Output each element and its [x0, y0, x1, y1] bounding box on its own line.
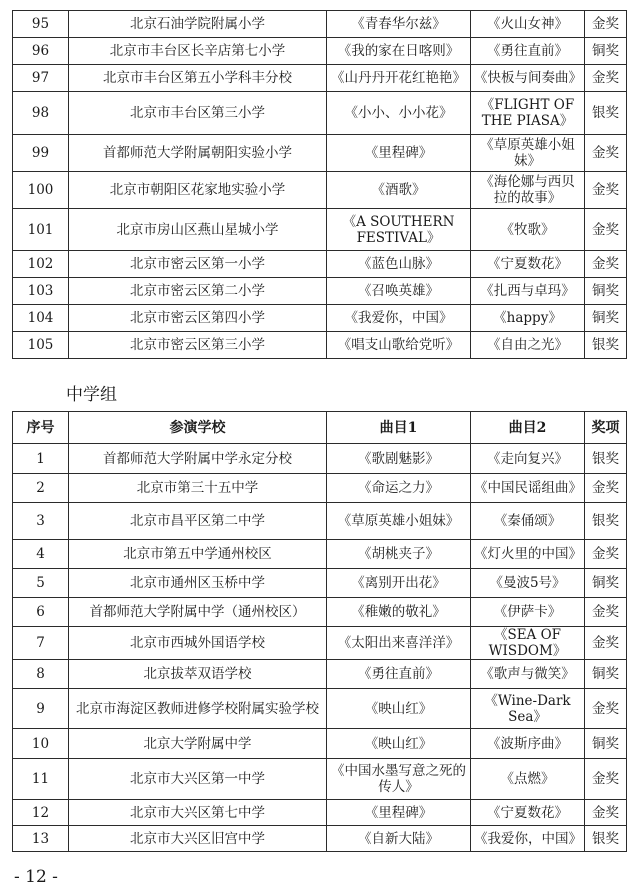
cell-school: 首都师范大学附属中学永定分校 — [69, 444, 327, 474]
cell-award: 金奖 — [585, 209, 627, 251]
cell-school: 北京市大兴区第一中学 — [69, 759, 327, 800]
cell-no: 13 — [13, 826, 69, 852]
cell-award: 金奖 — [585, 11, 627, 38]
cell-piece1: 《青春华尔兹》 — [327, 11, 471, 38]
table-row — [13, 689, 627, 729]
table-row — [13, 503, 627, 540]
table-row — [13, 251, 627, 278]
cell-piece1: 《命运之力》 — [327, 474, 471, 503]
table-row — [13, 598, 627, 627]
table-row — [13, 135, 627, 172]
cell-piece1: 《酒歌》 — [327, 172, 471, 209]
cell-no: 100 — [13, 172, 69, 209]
cell-piece2: 《中国民谣组曲》 — [471, 474, 585, 503]
cell-award: 银奖 — [585, 92, 627, 135]
cell-award: 银奖 — [585, 826, 627, 852]
cell-no: 97 — [13, 65, 69, 92]
cell-award: 金奖 — [585, 251, 627, 278]
cell-school: 北京市丰台区第三小学 — [69, 92, 327, 135]
cell-school: 北京市通州区玉桥中学 — [69, 569, 327, 598]
cell-school: 北京石油学院附属小学 — [69, 11, 327, 38]
cell-school: 北京市第三十五中学 — [69, 474, 327, 503]
cell-school: 北京市昌平区第二中学 — [69, 503, 327, 540]
cell-school: 北京市密云区第四小学 — [69, 305, 327, 332]
cell-piece2: 《曼波5号》 — [471, 569, 585, 598]
cell-award: 铜奖 — [585, 729, 627, 759]
cell-piece2: 《扎西与卓玛》 — [471, 278, 585, 305]
header-piece1: 曲目1 — [327, 412, 471, 444]
cell-no: 11 — [13, 759, 69, 800]
table-row — [13, 92, 627, 135]
cell-no: 3 — [13, 503, 69, 540]
cell-piece2: 《灯火里的中国》 — [471, 540, 585, 569]
cell-piece2: 《FLIGHT OF THE PIASA》 — [471, 92, 585, 135]
cell-no: 98 — [13, 92, 69, 135]
cell-award: 金奖 — [585, 135, 627, 172]
cell-piece1: 《山丹丹开花红艳艳》 — [327, 65, 471, 92]
cell-school: 北京市丰台区第五小学科丰分校 — [69, 65, 327, 92]
cell-piece2: 《牧歌》 — [471, 209, 585, 251]
cell-piece1: 《里程碑》 — [327, 800, 471, 826]
cell-piece1: 《歌剧魅影》 — [327, 444, 471, 474]
cell-no: 103 — [13, 278, 69, 305]
cell-no: 95 — [13, 11, 69, 38]
cell-school: 首都师范大学附属朝阳实验小学 — [69, 135, 327, 172]
middle-school-table — [12, 411, 627, 852]
cell-school: 北京市大兴区旧宫中学 — [69, 826, 327, 852]
section-title-middle-school: 中学组 — [66, 385, 117, 405]
header-school: 参演学校 — [69, 412, 327, 444]
cell-piece1: 《映山红》 — [327, 729, 471, 759]
cell-piece2: 《火山女神》 — [471, 11, 585, 38]
cell-school: 首都师范大学附属中学（通州校区） — [69, 598, 327, 627]
cell-no: 101 — [13, 209, 69, 251]
table-row — [13, 826, 627, 852]
table-row — [13, 800, 627, 826]
cell-school: 北京市密云区第二小学 — [69, 278, 327, 305]
cell-piece2: 《歌声与微笑》 — [471, 660, 585, 689]
primary-school-table — [12, 10, 627, 359]
cell-school: 北京市丰台区长辛店第七小学 — [69, 38, 327, 65]
cell-no: 2 — [13, 474, 69, 503]
cell-piece1: 《蓝色山脉》 — [327, 251, 471, 278]
cell-school: 北京市房山区燕山星城小学 — [69, 209, 327, 251]
table-row — [13, 540, 627, 569]
cell-piece1: 《草原英雄小姐妹》 — [327, 503, 471, 540]
cell-no: 5 — [13, 569, 69, 598]
cell-school: 北京拔萃双语学校 — [69, 660, 327, 689]
cell-school: 北京市大兴区第七中学 — [69, 800, 327, 826]
cell-no: 105 — [13, 332, 69, 359]
cell-no: 1 — [13, 444, 69, 474]
cell-piece2: 《自由之光》 — [471, 332, 585, 359]
cell-piece1: 《太阳出来喜洋洋》 — [327, 627, 471, 660]
cell-no: 4 — [13, 540, 69, 569]
table-row — [13, 305, 627, 332]
cell-award: 银奖 — [585, 444, 627, 474]
table-row — [13, 278, 627, 305]
cell-award: 金奖 — [585, 627, 627, 660]
table-row — [13, 444, 627, 474]
cell-piece1: 《自新大陆》 — [327, 826, 471, 852]
header-award: 奖项 — [585, 412, 627, 444]
table-row — [13, 759, 627, 800]
header-no: 序号 — [13, 412, 69, 444]
cell-award: 银奖 — [585, 503, 627, 540]
table-row — [13, 11, 627, 38]
cell-no: 8 — [13, 660, 69, 689]
cell-school: 北京市密云区第一小学 — [69, 251, 327, 278]
cell-piece2: 《SEA OF WISDOM》 — [471, 627, 585, 660]
cell-piece2: 《快板与间奏曲》 — [471, 65, 585, 92]
page-number: - 12 - — [14, 867, 58, 887]
cell-award: 金奖 — [585, 689, 627, 729]
cell-no: 104 — [13, 305, 69, 332]
cell-no: 99 — [13, 135, 69, 172]
cell-piece2: 《伊萨卡》 — [471, 598, 585, 627]
table-row — [13, 172, 627, 209]
cell-piece1: 《胡桃夹子》 — [327, 540, 471, 569]
table-row — [13, 209, 627, 251]
cell-piece1: 《勇往直前》 — [327, 660, 471, 689]
cell-piece1: 《A SOUTHERN FESTIVAL》 — [327, 209, 471, 251]
cell-school: 北京市第五中学通州校区 — [69, 540, 327, 569]
cell-award: 金奖 — [585, 172, 627, 209]
table-row — [13, 729, 627, 759]
cell-no: 12 — [13, 800, 69, 826]
cell-piece2: 《勇往直前》 — [471, 38, 585, 65]
cell-school: 北京市密云区第三小学 — [69, 332, 327, 359]
cell-school: 北京市朝阳区花家地实验小学 — [69, 172, 327, 209]
cell-award: 铜奖 — [585, 38, 627, 65]
cell-award: 铜奖 — [585, 569, 627, 598]
header-piece2: 曲目2 — [471, 412, 585, 444]
cell-award: 铜奖 — [585, 660, 627, 689]
cell-no: 7 — [13, 627, 69, 660]
cell-no: 10 — [13, 729, 69, 759]
cell-piece1: 《稚嫩的敬礼》 — [327, 598, 471, 627]
table-row — [13, 627, 627, 660]
cell-piece1: 《小小、小小花》 — [327, 92, 471, 135]
cell-piece2: 《happy》 — [471, 305, 585, 332]
cell-piece2: 《秦俑颂》 — [471, 503, 585, 540]
cell-award: 金奖 — [585, 65, 627, 92]
cell-piece2: 《波斯序曲》 — [471, 729, 585, 759]
cell-award: 金奖 — [585, 474, 627, 503]
cell-piece1: 《映山红》 — [327, 689, 471, 729]
cell-piece2: 《宁夏数花》 — [471, 800, 585, 826]
cell-piece2: 《海伦娜与西贝拉的故事》 — [471, 172, 585, 209]
cell-piece2: 《点燃》 — [471, 759, 585, 800]
table-row — [13, 660, 627, 689]
cell-no: 102 — [13, 251, 69, 278]
cell-piece2: 《走向复兴》 — [471, 444, 585, 474]
cell-school: 北京市海淀区教师进修学校附属实验学校 — [69, 689, 327, 729]
cell-award: 金奖 — [585, 759, 627, 800]
header-row — [13, 412, 627, 444]
table-row — [13, 474, 627, 503]
primary-school-table-body — [13, 11, 627, 359]
cell-award: 金奖 — [585, 800, 627, 826]
cell-award: 银奖 — [585, 332, 627, 359]
cell-piece1: 《唱支山歌给党听》 — [327, 332, 471, 359]
cell-piece1: 《召唤英雄》 — [327, 278, 471, 305]
cell-award: 金奖 — [585, 598, 627, 627]
cell-piece1: 《中国水墨写意之死的传人》 — [327, 759, 471, 800]
table-row — [13, 65, 627, 92]
cell-award: 金奖 — [585, 540, 627, 569]
cell-piece1: 《里程碑》 — [327, 135, 471, 172]
cell-piece2: 《我爱你，中国》 — [471, 826, 585, 852]
table-row — [13, 332, 627, 359]
table-row — [13, 569, 627, 598]
cell-award: 铜奖 — [585, 278, 627, 305]
cell-school: 北京市西城外国语学校 — [69, 627, 327, 660]
table-row — [13, 38, 627, 65]
cell-piece1: 《离别开出花》 — [327, 569, 471, 598]
cell-award: 铜奖 — [585, 305, 627, 332]
cell-piece1: 《我的家在日喀则》 — [327, 38, 471, 65]
cell-piece1: 《我爱你，中国》 — [327, 305, 471, 332]
cell-no: 6 — [13, 598, 69, 627]
middle-school-table-body — [13, 444, 627, 852]
cell-piece2: 《Wine-Dark Sea》 — [471, 689, 585, 729]
cell-piece2: 《草原英雄小姐妹》 — [471, 135, 585, 172]
cell-piece2: 《宁夏数花》 — [471, 251, 585, 278]
cell-school: 北京大学附属中学 — [69, 729, 327, 759]
cell-no: 96 — [13, 38, 69, 65]
cell-no: 9 — [13, 689, 69, 729]
